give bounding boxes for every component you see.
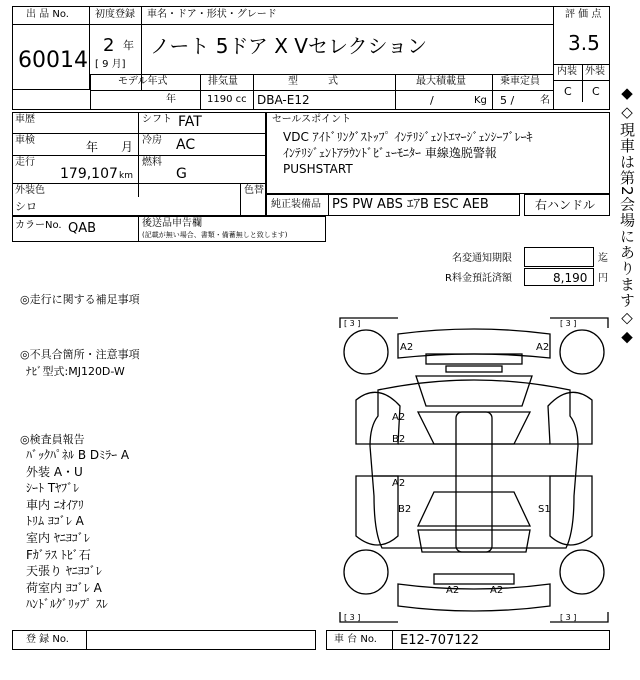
post-report-note: (記載が無い場合、書類・備蓄無しと致します) bbox=[142, 231, 288, 239]
inspector-item: ﾊﾞｯｸﾊﾟﾈﾙ B Dﾐﾗｰ A bbox=[26, 448, 130, 462]
wheel-front-left bbox=[344, 330, 388, 374]
inspector-item: 荷室内 ﾖｺﾞﾚ A bbox=[26, 580, 102, 595]
max-load-label: 最大積載量 bbox=[416, 76, 466, 87]
grade-label: 評 価 点 bbox=[565, 9, 602, 20]
wheel-front-right bbox=[560, 330, 604, 374]
tire-bracket-top-right bbox=[550, 318, 608, 328]
mileage-unit: km bbox=[119, 171, 133, 181]
trunk bbox=[418, 530, 530, 552]
venue-side-note: ◆◇現車は第2会場にあります◇◆ bbox=[618, 84, 636, 347]
exterior-label: 外装 bbox=[585, 66, 605, 77]
lot-no: 60014 bbox=[18, 48, 88, 73]
capacity-label: 乗車定員 bbox=[500, 76, 540, 87]
interior-grade: C bbox=[564, 85, 572, 98]
ac-label: 冷房 bbox=[142, 135, 162, 146]
capacity-unit: 名 bbox=[540, 95, 550, 106]
mark-rear-right: A2 bbox=[490, 585, 504, 596]
inspector-label: ◎検査員報告 bbox=[20, 433, 85, 446]
rear-plate bbox=[434, 574, 514, 584]
ac: AC bbox=[176, 137, 196, 153]
tire-depth-top-left: [ 3 ] bbox=[344, 319, 361, 328]
mark-right-side: S1 bbox=[538, 504, 551, 515]
fuel: G bbox=[176, 166, 187, 182]
ext-color: シロ bbox=[15, 200, 37, 213]
model-label: 車名・ドア・形状・グレード bbox=[147, 9, 277, 20]
car-damage-diagram bbox=[338, 316, 610, 626]
displacement: 1190 cc bbox=[207, 94, 247, 105]
mark-roof: A2 bbox=[392, 478, 406, 489]
fuel-label: 燃料 bbox=[142, 157, 162, 168]
inspection-month-unit: 月 bbox=[121, 140, 134, 154]
mileage-label: 走行 bbox=[15, 157, 35, 168]
mark-front-right: A2 bbox=[536, 342, 550, 353]
reg-no-label: 登 録 No. bbox=[26, 634, 69, 645]
first-reg-year-unit: 年 bbox=[123, 39, 134, 52]
rear-bumper bbox=[398, 584, 550, 611]
name-change-box bbox=[524, 247, 594, 267]
max-load: / bbox=[430, 94, 434, 107]
ext-color-label: 外装色 bbox=[15, 185, 45, 196]
body-outline bbox=[370, 380, 578, 548]
model-year-label: モデル年式 bbox=[118, 76, 168, 87]
inspector-item: 外装 A・U bbox=[26, 464, 83, 479]
inspector-item: 室内 ﾔﾆﾖｺﾞﾚ bbox=[26, 531, 90, 545]
recycle-fee: 8,190 bbox=[553, 271, 588, 285]
details-frame bbox=[12, 112, 266, 216]
mark-front-left: A2 bbox=[400, 342, 414, 353]
car-name: ノート 5ドア X Vセレクション bbox=[150, 34, 428, 58]
color-change-label: 色替 bbox=[244, 185, 264, 196]
steering: 右ハンドル bbox=[535, 198, 596, 212]
mark-windshield: B2 bbox=[392, 434, 406, 445]
color-no: QAB bbox=[68, 221, 97, 236]
chassis-label: 車 台 No. bbox=[334, 634, 377, 645]
recycle-unit: 円 bbox=[598, 273, 608, 284]
inspector-item: ﾄﾘﾑ ﾖｺﾞﾚ A bbox=[26, 514, 84, 529]
inspector-item: ｼｰﾄ Tﾔﾌﾞﾚ bbox=[26, 481, 80, 496]
history-label: 車歴 bbox=[15, 114, 35, 125]
lot-no-label: 出 品 No. bbox=[26, 9, 69, 20]
inspection-label: 車検 bbox=[15, 135, 35, 146]
interior-label: 内装 bbox=[557, 66, 577, 77]
inspector-item: ﾊﾝﾄﾞﾙｸﾞﾘｯﾌﾟ ｽﾚ bbox=[26, 597, 108, 612]
name-change-unit: 迄 bbox=[598, 253, 608, 264]
type-label: 型 式 bbox=[288, 76, 338, 87]
header-frame bbox=[12, 6, 610, 110]
model-type: DBA-E12 bbox=[257, 93, 310, 107]
post-report-label: 後送品申告欄 bbox=[142, 218, 202, 229]
windshield bbox=[418, 412, 530, 444]
driving-notes-label: ◎走行に関する補足事項 bbox=[20, 293, 140, 306]
sales-points-line2: ｲﾝﾃﾘｼﾞｪﾝﾄｱﾗｳﾝﾄﾞﾋﾞｭｰﾓﾆﾀｰ 車線逸脱警報 bbox=[283, 146, 497, 160]
overall-grade: 3.5 bbox=[568, 31, 600, 55]
tire-depth-bottom-left: [ 3 ] bbox=[344, 613, 361, 622]
wheel-rear-left bbox=[344, 550, 388, 594]
first-reg-month: [ 9 月] bbox=[95, 59, 126, 70]
chassis-no: E12-707122 bbox=[400, 633, 480, 648]
equipment-items: PS PW ABS ｴｱB ESC AEB bbox=[332, 197, 489, 212]
shift-label: シフト bbox=[142, 114, 172, 125]
defects-item: ﾅﾋﾞ型式:MJ120D-W bbox=[26, 365, 125, 378]
front-grille bbox=[426, 354, 522, 364]
displacement-label: 排気量 bbox=[208, 76, 238, 87]
first-reg-label: 初度登録 bbox=[95, 9, 135, 20]
tire-bracket-bottom-right bbox=[550, 612, 608, 622]
equipment-label: 純正装備品 bbox=[271, 199, 321, 210]
sales-points-line1: VDC ｱｲﾄﾞﾘﾝｸﾞｽﾄｯﾌﾟ ｲﾝﾃﾘｼﾞｪﾝﾄｴﾏｰｼﾞｪﾝｼｰﾌﾞﾚｰｷ bbox=[283, 130, 533, 144]
capacity: 5 / bbox=[500, 94, 515, 107]
max-load-unit: Kg bbox=[474, 95, 487, 106]
mileage: 179,107 bbox=[60, 166, 118, 182]
inspector-item: Fｶﾞﾗｽ ﾄﾋﾞ石 bbox=[26, 547, 91, 562]
front-plate bbox=[446, 366, 502, 372]
model-year-unit: 年 bbox=[166, 94, 176, 105]
mark-hood: A2 bbox=[392, 412, 406, 423]
tire-depth-bottom-right: [ 3 ] bbox=[560, 613, 577, 622]
inspector-item: 車内 ﾆｵｲｱﾘ bbox=[26, 497, 84, 512]
mark-left-side: B2 bbox=[398, 504, 412, 515]
exterior-grade: C bbox=[592, 85, 600, 98]
mark-rear-left: A2 bbox=[446, 585, 460, 596]
color-no-label: カラーNo. bbox=[15, 220, 62, 231]
defects-label: ◎不具合箇所・注意事項 bbox=[20, 348, 140, 361]
inspector-item: 天張り ﾔﾆﾖｺﾞﾚ bbox=[26, 564, 102, 579]
roof bbox=[456, 412, 492, 552]
rear-window bbox=[418, 492, 530, 526]
wheel-rear-right bbox=[560, 550, 604, 594]
sales-points-label: セールスポイント bbox=[272, 114, 352, 125]
tire-depth-top-right: [ 3 ] bbox=[560, 319, 577, 328]
shift: FAT bbox=[178, 114, 202, 130]
recycle-label: R料金預託済額 bbox=[445, 273, 512, 284]
sales-points-line3: PUSHSTART bbox=[283, 162, 353, 176]
inspection-year-unit: 年 bbox=[86, 140, 99, 154]
first-reg-year: 2 bbox=[103, 35, 115, 56]
name-change-label: 名変通知期限 bbox=[452, 253, 512, 264]
